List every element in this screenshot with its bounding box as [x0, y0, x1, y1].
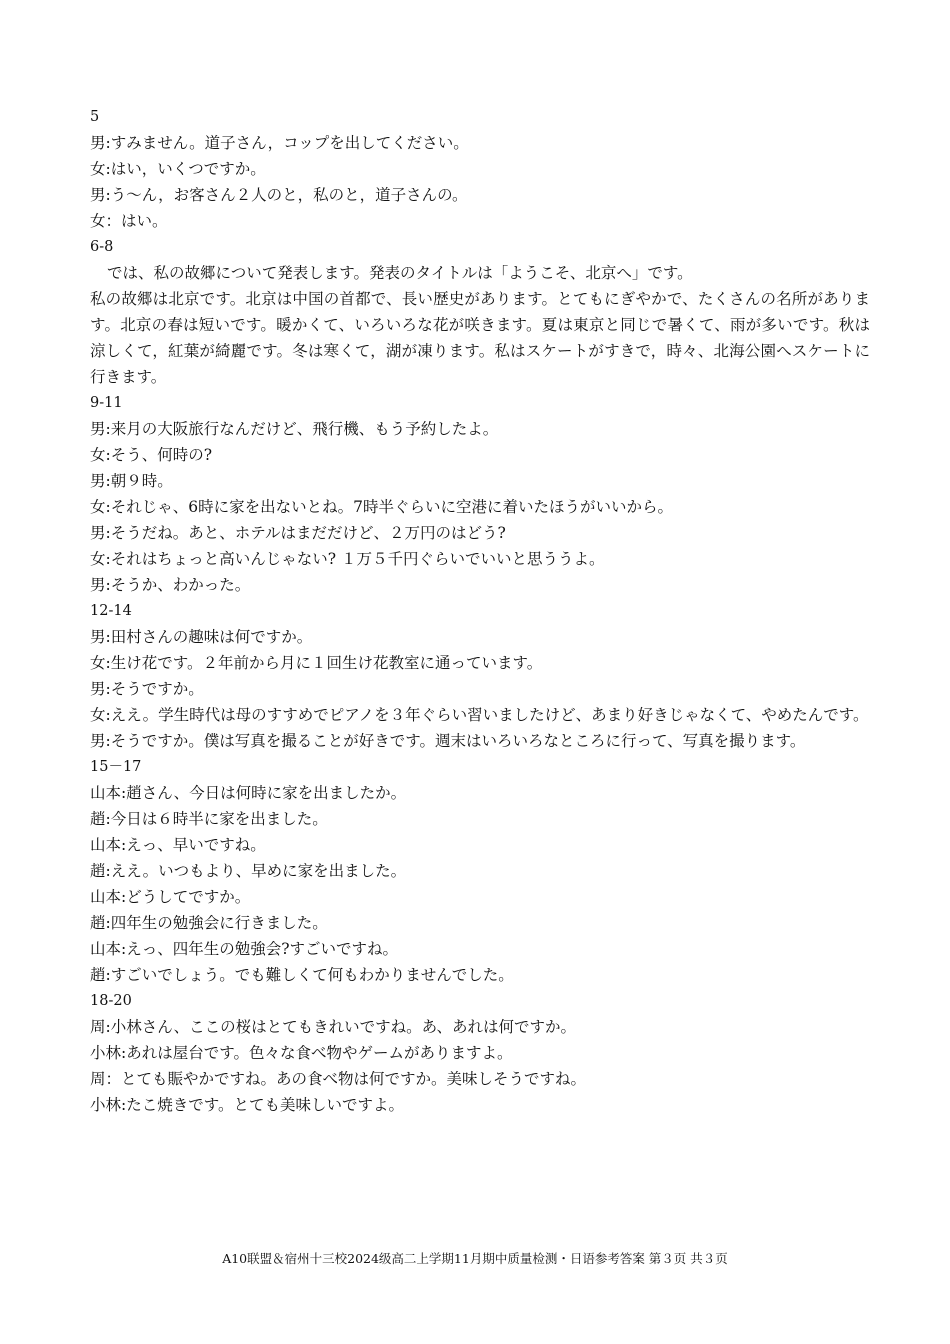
section-12-14	[90, 598, 870, 754]
speech-body-paragraph: 私の故郷は北京です。北京は中国の首都で、長い歴史があります。とてもにぎやかで、たくさんの名所があります。北京の春は短いです。暖かくて、いろいろな花が咲きます。夏は東京と同じで暑くて、雨が多いです。秋は涼しくて，紅葉が綺麗です。冬は寒くて，湖が凍ります。私はスケートがすきで，時々、北海公園へスケートに行きます。	[90, 290, 871, 386]
dialogue-line: 女:それはちょっと高いんじゃない? １万５千円ぐらいでいいと思ううよ。	[90, 550, 605, 568]
dialogue-line: 山本:えっ、四年生の勉強会?すごいですね。	[90, 940, 399, 958]
page-footer: A10联盟＆宿州十三校2024级高二上学期11月期中质量检测・日语参考答案 第３页 共３页	[222, 1251, 728, 1266]
dialogue-line: 男:そうか、わかった。	[90, 576, 251, 594]
dialogue-line: 趙:四年生の勉強会に行きました。	[90, 914, 328, 932]
dialogue-line: 小林:あれは屋台です。色々な食べ物やゲームがありますよ。	[90, 1044, 513, 1062]
section-9-11	[90, 390, 870, 598]
dialogue-line: 男:田村さんの趣味は何ですか。	[90, 628, 313, 646]
dialogue-line-wrapped: 女:ええ。学生時代は母のすすめでピアノを３年ぐらい習いましたけど、あまり好きじゃなくて、やめたんです。	[90, 706, 869, 724]
section-18-20	[90, 988, 870, 1118]
dialogue-line: 男:すみません。道子さん，コップを出してください。	[90, 134, 469, 152]
dialogue-line: 山本:どうしてですか。	[90, 888, 251, 906]
dialogue-line: 男:朝９時。	[90, 472, 173, 490]
speech-intro-paragraph: では、私の故郷について発表します。発表のタイトルは「ようこそ、北京へ」です。	[107, 264, 693, 282]
dialogue-line: 趙:すごいでしょう。でも難しくて何もわかりませんでした。	[90, 966, 514, 984]
dialogue-line: 女：はい。	[90, 212, 168, 230]
section-number: 18-20	[90, 993, 132, 1009]
dialogue-line: 男:来月の大阪旅行なんだけど、飛行機、もう予約したよ。	[90, 420, 499, 438]
dialogue-line: 趙:今日は６時半に家を出ました。	[90, 810, 328, 828]
dialogue-line: 趙:ええ。いつもより、早めに家を出ました。	[90, 862, 407, 880]
dialogue-line: 周：とても賑やかですね。あの食べ物は何ですか。美味しそうですね。	[90, 1070, 587, 1088]
dialogue-line: 女:生け花です。２年前から月に１回生け花教室に通っています。	[90, 654, 543, 672]
section-number: 15－17	[90, 759, 142, 775]
section-6-8	[90, 234, 870, 390]
dialogue-line: 男:う～ん，お客さん２人のと，私のと，道子さんの。	[90, 186, 468, 204]
section-number: 5	[90, 109, 100, 125]
dialogue-line: 周:小林さん、ここの桜はとてもきれいですね。あ、あれは何ですか。	[90, 1018, 577, 1036]
dialogue-line: 女:そう、何時の?	[90, 446, 213, 464]
dialogue-line: 女:はい，いくつですか。	[90, 160, 266, 178]
dialogue-line: 山本:えっ、早いですね。	[90, 836, 266, 854]
section-number: 12-14	[90, 603, 132, 619]
section-number: 9-11	[90, 395, 123, 411]
dialogue-line: 女:それじゃ、6時に家を出ないとね。7時半ぐらいに空港に着いたほうがいいから。	[90, 498, 673, 516]
dialogue-line: 男:そうですか。僕は写真を撮ることが好きです。週末はいろいろなところに行って、写真を撮ります。	[90, 732, 806, 750]
section-number: 6-8	[90, 239, 114, 255]
section-5	[90, 104, 870, 234]
dialogue-line: 男:そうですか。	[90, 680, 204, 698]
dialogue-line: 山本:趙さん、今日は何時に家を出ましたか。	[90, 784, 407, 802]
transcript-content	[90, 104, 870, 1118]
section-15-17	[90, 754, 870, 988]
dialogue-line: 男:そうだね。あと、ホテルはまだだけど、２万円のはどう?	[90, 524, 506, 542]
dialogue-line: 小林:たこ焼きです。とても美味しいですよ。	[90, 1096, 404, 1114]
